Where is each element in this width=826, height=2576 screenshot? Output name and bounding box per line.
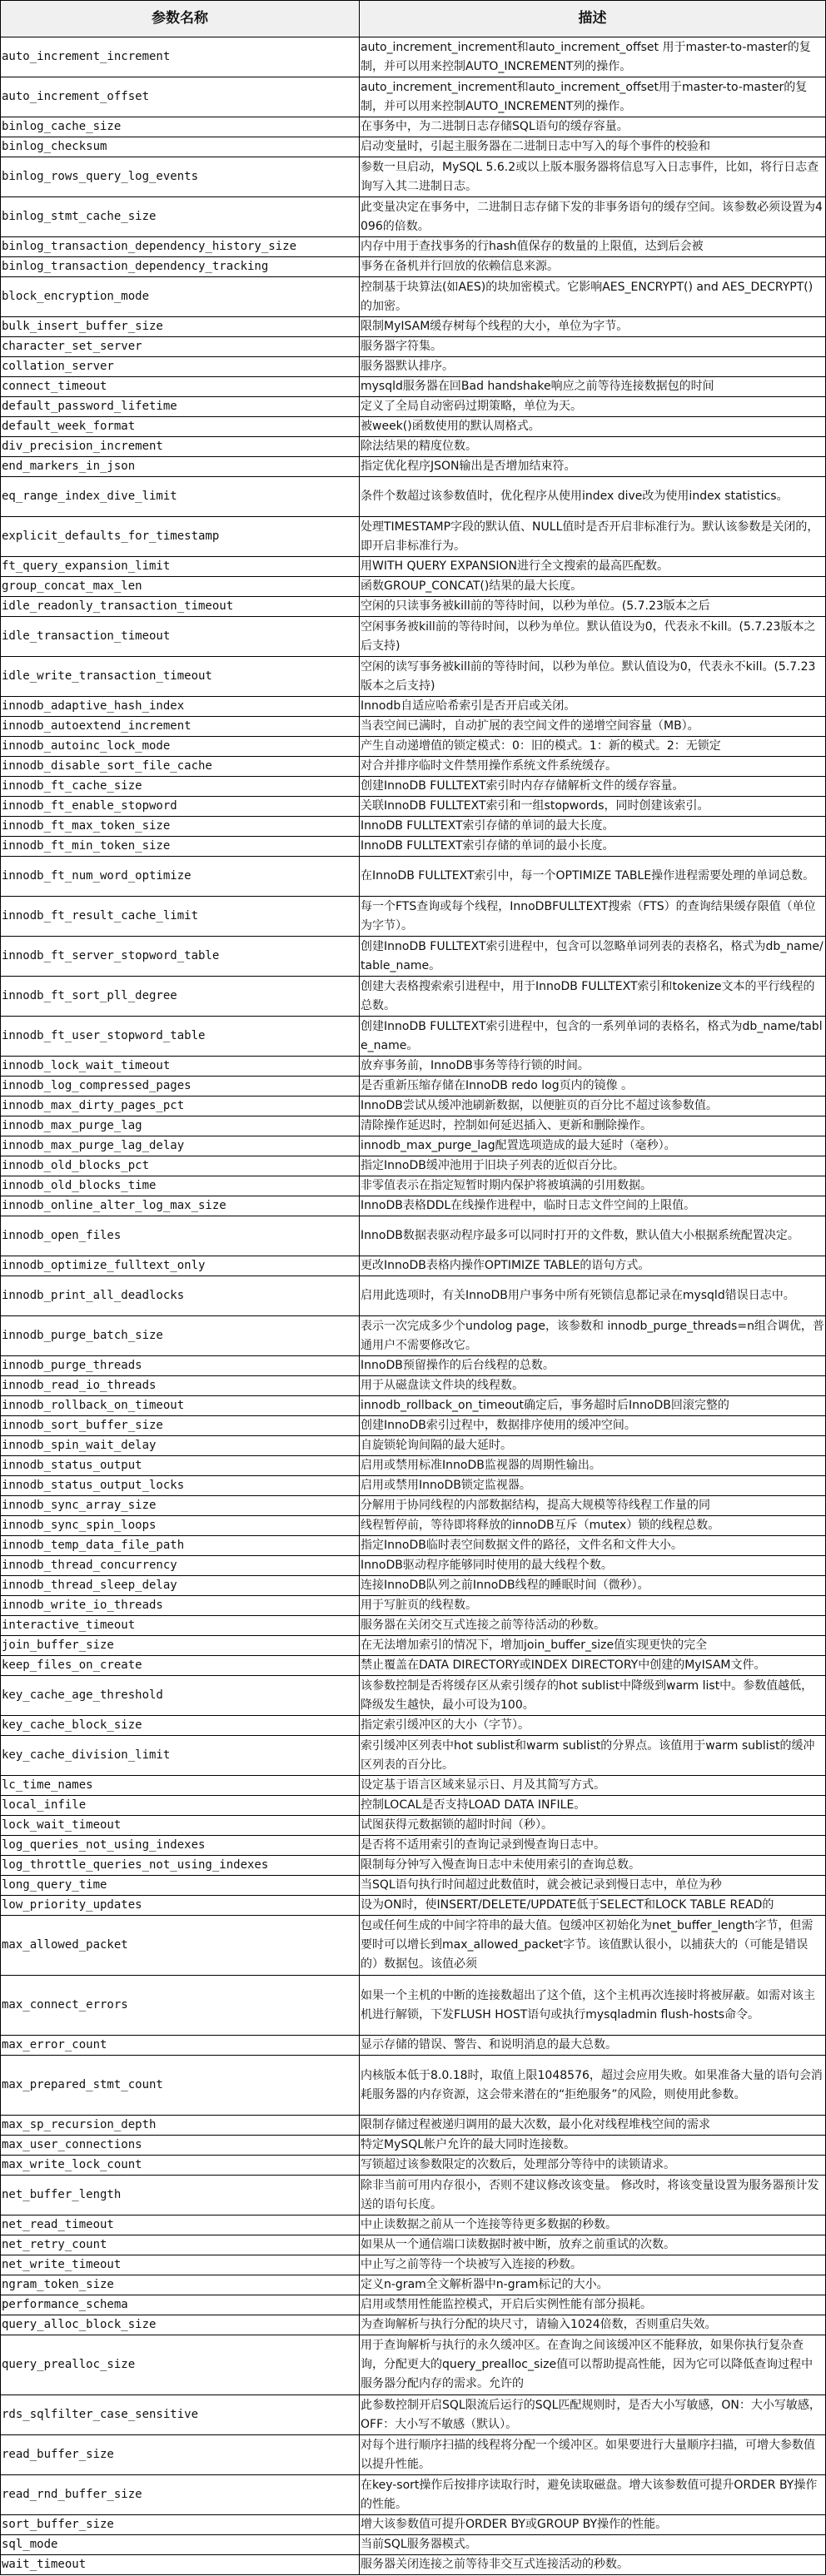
parameter-description: 放弃事务前，InnoDB事务等待行锁的时间。 <box>360 1057 826 1077</box>
parameter-description: 关联InnoDB FULLTEXT索引和一组stopwords，同时创建该索引。 <box>360 797 826 817</box>
parameter-name: innodb_purge_threads <box>1 1356 360 1376</box>
parameter-description: InnoDB尝试从缓冲池刷新数据，以便脏页的百分比不超过该参数值。 <box>360 1097 826 1116</box>
parameter-name: max_user_connections <box>1 2136 360 2156</box>
table-row <box>1 2275 826 2295</box>
parameter-name: innodb_max_purge_lag_delay <box>1 1136 360 1156</box>
parameter-description: 空闲事务被kill前的等待时间，以秒为单位。默认值设为0，代表永不kill。(5.7.23版本之后支持) <box>360 617 826 657</box>
parameter-description: 创建InnoDB索引过程中，数据排序使用的缓冲空间。 <box>360 1416 826 1436</box>
table-row <box>1 1616 826 1636</box>
parameter-description: 如果从一个通信端口读数据时被中断，放弃之前重试的次数。 <box>360 2235 826 2255</box>
parameter-description: InnoDB数据表驱动程序最多可以同时打开的文件数，默认值大小根据系统配置决定。 <box>360 1216 826 1256</box>
parameter-description: 指定InnoDB临时表空间数据文件的路径，文件名和文件大小。 <box>360 1536 826 1556</box>
header-row <box>1 1 826 37</box>
parameter-description: 条件个数超过该参数值时，优化程序从使用index dive改为使用index statistics。 <box>360 477 826 517</box>
column-header-description: 描述 <box>360 1 826 37</box>
table-row <box>1 137 826 157</box>
table-row <box>1 837 826 857</box>
parameter-name: max_sp_recursion_depth <box>1 2116 360 2136</box>
parameter-name: idle_write_transaction_timeout <box>1 657 360 697</box>
table-row <box>1 597 826 617</box>
parameter-description: 线程暂停前，等待即将释放的innoDB互斥（mutex）锁的线程总数。 <box>360 1516 826 1536</box>
parameter-name: innodb_status_output <box>1 1456 360 1476</box>
parameter-description: 中止写之前等待一个块被写入连接的秒数。 <box>360 2255 826 2275</box>
parameter-name: query_prealloc_size <box>1 2335 360 2395</box>
parameter-name: innodb_autoextend_increment <box>1 717 360 737</box>
table-row <box>1 1496 826 1516</box>
parameter-name: innodb_max_dirty_pages_pct <box>1 1097 360 1116</box>
parameter-description: 除法结果的精度位数。 <box>360 437 826 457</box>
parameter-name: performance_schema <box>1 2295 360 2315</box>
parameter-name: wait_timeout <box>1 2555 360 2575</box>
parameter-name: innodb_ft_num_word_optimize <box>1 857 360 897</box>
parameter-description: 此变量决定在事务中，二进制日志存储下发的非事务语句的缓存空间。该参数必须设置为4096的倍数。 <box>360 197 826 237</box>
parameter-name: innodb_ft_min_token_size <box>1 837 360 857</box>
table-row <box>1 2315 826 2335</box>
parameter-description: 如果一个主机的中断的连接数超出了这个值，这个主机再次连接时将被屏蔽。如需对该主机进行解锁，下发FLUSH HOST语句或执行mysqladmin flush-hosts命令。 <box>360 1976 826 2036</box>
table-row <box>1 777 826 797</box>
parameter-description: 当前SQL服务器模式。 <box>360 2535 826 2555</box>
parameter-name: net_retry_count <box>1 2235 360 2255</box>
parameter-name: innodb_max_purge_lag <box>1 1116 360 1136</box>
table-row <box>1 1077 826 1097</box>
parameter-description: 非零值表示在指定短暂时期内保护将被填满的引用数据。 <box>360 1176 826 1196</box>
parameter-name: innodb_optimize_fulltext_only <box>1 1256 360 1276</box>
parameter-description: 参数一旦启动，MySQL 5.6.2或以上版本服务器将信息写入日志事件，比如，将行日志查询写入其二进制日志。 <box>360 157 826 197</box>
table-row <box>1 2295 826 2315</box>
parameter-name: innodb_purge_batch_size <box>1 1316 360 1356</box>
parameter-description: innodb_rollback_on_timeout确定后，事务超时后InnoDB回滚完整的 <box>360 1396 826 1416</box>
parameter-name: group_concat_max_len <box>1 577 360 597</box>
parameter-description: 用于查询解析与执行的永久缓冲区。在查询之间该缓冲区不能释放，如果你执行复杂查询，分配更大的query_prealloc_size值可以帮助提高性能，因为它可以降低查询过程中服务器分配内存的需求。允许的 <box>360 2335 826 2395</box>
table-row <box>1 317 826 337</box>
parameter-description: 函数GROUP_CONCAT()结果的最大长度。 <box>360 577 826 597</box>
parameter-description: 设为ON时，使INSERT/DELETE/UPDATE低于SELECT和LOCK TABLE READ的 <box>360 1896 826 1916</box>
parameter-name: innodb_old_blocks_pct <box>1 1156 360 1176</box>
table-row <box>1 617 826 657</box>
parameter-description: 处理TIMESTAMP字段的默认值、NULL值时是否开启非标准行为。默认该参数是关闭的，即开启非标准行为。 <box>360 517 826 557</box>
parameter-name: innodb_ft_max_token_size <box>1 817 360 837</box>
table-row <box>1 397 826 417</box>
parameter-name: log_throttle_queries_not_using_indexes <box>1 1856 360 1876</box>
parameter-description: InnoDB预留操作的后台线程的总数。 <box>360 1356 826 1376</box>
table-row <box>1 2535 826 2555</box>
parameter-description: 除非当前可用内存很小，否则不建议修改该变量。 修改时，将该变量设置为服务器预计发送的语句长度。 <box>360 2176 826 2215</box>
parameter-name: binlog_stmt_cache_size <box>1 197 360 237</box>
parameter-description: InnoDB FULLTEXT索引存储的单词的最大长度。 <box>360 817 826 837</box>
parameter-description: 当SQL语句执行时间超过此数值时，就会被记录到慢日志中，单位为秒 <box>360 1876 826 1896</box>
table-row <box>1 1776 826 1796</box>
parameter-name: div_precision_increment <box>1 437 360 457</box>
parameter-name: innodb_adaptive_hash_index <box>1 697 360 717</box>
parameter-description: 用于从磁盘读文件块的线程数。 <box>360 1376 826 1396</box>
table-row <box>1 2156 826 2176</box>
parameter-description: mysqld服务器在回Bad handshake响应之前等待连接数据包的时间 <box>360 377 826 397</box>
table-row <box>1 1216 826 1256</box>
table-row <box>1 1836 826 1856</box>
table-row <box>1 2255 826 2275</box>
parameter-name: innodb_sync_spin_loops <box>1 1516 360 1536</box>
parameter-name: innodb_write_io_threads <box>1 1596 360 1616</box>
table-row <box>1 1876 826 1896</box>
table-row <box>1 1396 826 1416</box>
table-row <box>1 1176 826 1196</box>
parameter-name: innodb_online_alter_log_max_size <box>1 1196 360 1216</box>
parameter-name: innodb_thread_concurrency <box>1 1556 360 1576</box>
table-row <box>1 697 826 717</box>
parameter-description: 内核版本低于8.0.18时，取值上限1048576，超过会应用失败。如果准备大量的语句会消耗服务器的内存资源，这会带来潜在的“拒绝服务”的风险，则使用此参数。 <box>360 2056 826 2116</box>
parameter-description: 定义n-gram全文解析器中n-gram标记的大小。 <box>360 2275 826 2295</box>
parameter-name: block_encryption_mode <box>1 277 360 317</box>
table-row <box>1 657 826 697</box>
parameter-name: innodb_ft_cache_size <box>1 777 360 797</box>
parameter-name: read_buffer_size <box>1 2435 360 2475</box>
parameter-description: 启用或禁用InnoDB锁定监视器。 <box>360 1476 826 1496</box>
table-row <box>1 2056 826 2116</box>
table-row <box>1 757 826 777</box>
parameter-name: innodb_status_output_locks <box>1 1476 360 1496</box>
parameter-description: 指定索引缓冲区的大小（字节）。 <box>360 1716 826 1736</box>
table-row <box>1 1636 826 1656</box>
table-row <box>1 1057 826 1077</box>
parameter-description: 每一个FTS查询或每个线程，InnoDBFULLTEXT搜索（FTS）的查询结果缓存限值（单位为字节）。 <box>360 897 826 937</box>
table-row <box>1 2515 826 2535</box>
parameter-name: key_cache_age_threshold <box>1 1676 360 1716</box>
table-row <box>1 1916 826 1976</box>
table-row <box>1 1416 826 1436</box>
parameter-description: 分解用于协同线程的内部数据结构，提高大规模等待线程工作量的同 <box>360 1496 826 1516</box>
parameter-description: 显示存储的错误、警告、和说明消息的最大总数。 <box>360 2036 826 2056</box>
parameter-name: keep_files_on_create <box>1 1656 360 1676</box>
parameter-name: innodb_ft_sort_pll_degree <box>1 977 360 1017</box>
parameter-description: 内存中用于查找事务的行hash值保存的数量的上限值，达到后会被 <box>360 237 826 257</box>
table-row <box>1 897 826 937</box>
parameter-name: idle_transaction_timeout <box>1 617 360 657</box>
parameter-name: innodb_ft_user_stopword_table <box>1 1017 360 1057</box>
parameter-description: 对合并排序临时文件禁用操作系统文件系统缓存。 <box>360 757 826 777</box>
parameter-name: max_error_count <box>1 2036 360 2056</box>
table-row <box>1 817 826 837</box>
parameter-name: innodb_old_blocks_time <box>1 1176 360 1196</box>
table-row <box>1 2395 826 2435</box>
table-row <box>1 937 826 977</box>
parameter-name: binlog_checksum <box>1 137 360 157</box>
parameter-description: 此参数控制开启SQL限流后运行的SQL匹配规则时，是否大小写敏感，ON：大小写敏感，OFF：大小写不敏感（默认）。 <box>360 2395 826 2435</box>
parameter-name: key_cache_block_size <box>1 1716 360 1736</box>
parameter-description: 特定MySQL帐户允许的最大同时连接数。 <box>360 2136 826 2156</box>
parameter-description: 启用或禁用性能监控模式，开启后实例性能有部分损耗。 <box>360 2295 826 2315</box>
table-row <box>1 1456 826 1476</box>
table-row <box>1 2136 826 2156</box>
table-row <box>1 1856 826 1876</box>
parameter-description: 在InnoDB FULLTEXT索引中，每一个OPTIMIZE TABLE操作进程需要处理的单词总数。 <box>360 857 826 897</box>
parameter-name: default_week_format <box>1 417 360 437</box>
parameter-description: 限制每分钟写入慢查询日志中未使用索引的查询总数。 <box>360 1856 826 1876</box>
table-row <box>1 457 826 477</box>
parameter-description: 当表空间已满时，自动扩展的表空间文件的递增空间容量（MB）。 <box>360 717 826 737</box>
parameter-name: innodb_sort_buffer_size <box>1 1416 360 1436</box>
table-row <box>1 2176 826 2215</box>
parameter-name: join_buffer_size <box>1 1636 360 1656</box>
table-row <box>1 1156 826 1176</box>
table-row <box>1 1196 826 1216</box>
parameter-name: auto_increment_offset <box>1 77 360 117</box>
parameter-description: 用WITH QUERY EXPANSION进行全文搜索的最高匹配数。 <box>360 557 826 577</box>
parameter-name: lock_wait_timeout <box>1 1816 360 1836</box>
table-row <box>1 1136 826 1156</box>
parameter-description: 对每个进行顺序扫描的线程将分配一个缓冲区。如果要进行大量顺序扫描，可增大参数值以提升性能。 <box>360 2435 826 2475</box>
table-row <box>1 1436 826 1456</box>
parameter-name: net_write_timeout <box>1 2255 360 2275</box>
parameter-name: key_cache_division_limit <box>1 1736 360 1776</box>
parameter-name: innodb_rollback_on_timeout <box>1 1396 360 1416</box>
table-row <box>1 257 826 277</box>
table-row <box>1 377 826 397</box>
table-row <box>1 157 826 197</box>
parameter-name: innodb_spin_wait_delay <box>1 1436 360 1456</box>
parameter-name: default_password_lifetime <box>1 397 360 417</box>
parameter-name: bulk_insert_buffer_size <box>1 317 360 337</box>
parameter-description: 增大该参数值可提升ORDER BY或GROUP BY操作的性能。 <box>360 2515 826 2535</box>
parameter-description: 包或任何生成的中间字符串的最大值。包缓冲区初始化为net_buffer_length字节，但需要时可以增长到max_allowed_packet字节。该值默认很小，以捕获大的（可能是错误的）数据包。该值必须 <box>360 1916 826 1976</box>
parameter-description: 限制存储过程被递归调用的最大次数，最小化对线程堆栈空间的需求 <box>360 2116 826 2136</box>
parameter-name: innodb_thread_sleep_delay <box>1 1576 360 1596</box>
table-row <box>1 1576 826 1596</box>
parameter-name: local_infile <box>1 1796 360 1816</box>
parameter-description: 创建InnoDB FULLTEXT索引时内存存储解析文件的缓存容量。 <box>360 777 826 797</box>
table-row <box>1 1017 826 1057</box>
table-row <box>1 1976 826 2036</box>
parameter-name: binlog_cache_size <box>1 117 360 137</box>
parameter-description: 产生自动递增值的锁定模式：0：旧的模式。1：新的模式。2：无锁定 <box>360 737 826 757</box>
parameter-description: 在key-sort操作后按排序读取行时，避免读取磁盘。增大该参数值可提升ORDER BY操作的性能。 <box>360 2475 826 2515</box>
table-row <box>1 1516 826 1536</box>
parameter-description: 服务器字符集。 <box>360 337 826 357</box>
parameter-description: 创建InnoDB FULLTEXT索引进程中，包含可以忽略单词列表的表格名，格式为db_name/table_name。 <box>360 937 826 977</box>
parameter-name: max_connect_errors <box>1 1976 360 2036</box>
parameter-description: 事务在备机并行回放的依赖信息来源。 <box>360 257 826 277</box>
table-row <box>1 357 826 377</box>
parameter-name: innodb_autoinc_lock_mode <box>1 737 360 757</box>
parameter-description: InnoDB FULLTEXT索引存储的单词的最小长度。 <box>360 837 826 857</box>
table-row <box>1 1256 826 1276</box>
parameter-description: 是否重新压缩存储在InnoDB redo log页内的镜像 。 <box>360 1077 826 1097</box>
table-row <box>1 237 826 257</box>
parameter-description: 定义了全局自动密码过期策略，单位为天。 <box>360 397 826 417</box>
table-row <box>1 197 826 237</box>
parameter-name: innodb_temp_data_file_path <box>1 1536 360 1556</box>
table-row <box>1 117 826 137</box>
parameter-description: 控制LOCAL是否支持LOAD DATA INFILE。 <box>360 1796 826 1816</box>
parameter-name: innodb_log_compressed_pages <box>1 1077 360 1097</box>
parameter-description: 自旋锁轮询间隔的最大延时。 <box>360 1436 826 1456</box>
parameter-description: InnoDB驱动程序能够同时使用的最大线程个数。 <box>360 1556 826 1576</box>
table-row <box>1 1356 826 1376</box>
table-row <box>1 2235 826 2255</box>
parameter-name: sql_mode <box>1 2535 360 2555</box>
table-row <box>1 1656 826 1676</box>
parameter-description: 禁止覆盖在DATA DIRECTORY或INDEX DIRECTORY中创建的MyISAM文件。 <box>360 1656 826 1676</box>
parameter-name: innodb_ft_enable_stopword <box>1 797 360 817</box>
table-row <box>1 2116 826 2136</box>
table-row <box>1 517 826 557</box>
table-row <box>1 417 826 437</box>
parameter-description: 指定InnoDB缓冲池用于旧块子列表的近似百分比。 <box>360 1156 826 1176</box>
parameter-description: 指定优化程序JSON输出是否增加结束符。 <box>360 457 826 477</box>
parameter-name: sort_buffer_size <box>1 2515 360 2535</box>
table-row <box>1 1276 826 1316</box>
parameter-name: rds_sqlfilter_case_sensitive <box>1 2395 360 2435</box>
parameter-name: connect_timeout <box>1 377 360 397</box>
table-row <box>1 717 826 737</box>
table-row <box>1 737 826 757</box>
parameter-description: auto_increment_increment和auto_increment_offset 用于master-to-master的复制，并可以用来控制AUTO_INCREMENT列的操作。 <box>360 37 826 77</box>
table-row <box>1 1316 826 1356</box>
table-row <box>1 37 826 77</box>
parameter-name: ft_query_expansion_limit <box>1 557 360 577</box>
table-row <box>1 77 826 117</box>
table-row <box>1 577 826 597</box>
parameter-description: 更改InnoDB表格内操作OPTIMIZE TABLE的语句方式。 <box>360 1256 826 1276</box>
parameter-description: 创建InnoDB FULLTEXT索引进程中，包含的一系列单词的表格名，格式为db_name/table_name。 <box>360 1017 826 1057</box>
parameter-description: 启用此选项时，有关InnoDB用户事务中所有死锁信息都记录在mysqld错误日志中。 <box>360 1276 826 1316</box>
parameter-name: end_markers_in_json <box>1 457 360 477</box>
table-row <box>1 1536 826 1556</box>
parameter-description: 为查询解析与执行分配的块尺寸，请输入1024倍数，否则重启失效。 <box>360 2315 826 2335</box>
parameter-name: eq_range_index_dive_limit <box>1 477 360 517</box>
parameter-name: net_read_timeout <box>1 2215 360 2235</box>
parameter-description: 中止读数据之前从一个连接等待更多数据的秒数。 <box>360 2215 826 2235</box>
table-row <box>1 337 826 357</box>
table-row <box>1 2215 826 2235</box>
parameter-description: 服务器在关闭交互式连接之前等待活动的秒数。 <box>360 1616 826 1636</box>
parameter-name: low_priority_updates <box>1 1896 360 1916</box>
parameter-name: binlog_transaction_dependency_tracking <box>1 257 360 277</box>
table-row <box>1 1476 826 1496</box>
parameter-name: auto_increment_increment <box>1 37 360 77</box>
parameter-name: innodb_ft_result_cache_limit <box>1 897 360 937</box>
parameter-name: max_write_lock_count <box>1 2156 360 2176</box>
table-row <box>1 1116 826 1136</box>
parameter-name: explicit_defaults_for_timestamp <box>1 517 360 557</box>
parameter-name: query_alloc_block_size <box>1 2315 360 2335</box>
table-row <box>1 557 826 577</box>
parameter-name: binlog_rows_query_log_events <box>1 157 360 197</box>
table-row <box>1 1676 826 1716</box>
parameter-description: 清除操作延迟时，控制如何延迟插入、更新和删除操作。 <box>360 1116 826 1136</box>
table-row <box>1 437 826 457</box>
parameter-name: lc_time_names <box>1 1776 360 1796</box>
parameter-description: 限制MyISAM缓存树每个线程的大小，单位为字节。 <box>360 317 826 337</box>
parameter-description: 设定基于语言区域来显示日、月及其简写方式。 <box>360 1776 826 1796</box>
parameter-description: 连接InnoDB队列之前InnoDB线程的睡眠时间（微秒）。 <box>360 1576 826 1596</box>
parameter-description: Innodb自适应哈希索引是否开启或关闭。 <box>360 697 826 717</box>
parameter-name: log_queries_not_using_indexes <box>1 1836 360 1856</box>
parameter-description: 启用或禁用标准InnoDB监视器的周期性输出。 <box>360 1456 826 1476</box>
parameter-description: InnoDB表格DDL在线操作进程中，临时日志文件空间的上限值。 <box>360 1196 826 1216</box>
table-row <box>1 1097 826 1116</box>
parameter-description: 用于写脏页的线程数。 <box>360 1596 826 1616</box>
parameter-description: 索引缓冲区列表中hot sublist和warm sublist的分界点。该值用于warm sublist的缓冲区列表的百分比。 <box>360 1736 826 1776</box>
parameter-description: 在事务中，为二进制日志存储SQL语句的缓存容量。 <box>360 117 826 137</box>
parameter-description: 控制基于块算法(如AES)的块加密模式。它影响AES_ENCRYPT() and AES_DECRYPT()的加密。 <box>360 277 826 317</box>
table-row <box>1 1556 826 1576</box>
parameter-name: innodb_disable_sort_file_cache <box>1 757 360 777</box>
parameter-name: innodb_ft_server_stopword_table <box>1 937 360 977</box>
table-row <box>1 1816 826 1836</box>
parameter-name: innodb_sync_array_size <box>1 1496 360 1516</box>
parameter-description: 试图获得元数据锁的超时时间（秒）。 <box>360 1816 826 1836</box>
table-row <box>1 477 826 517</box>
parameter-name: ngram_token_size <box>1 2275 360 2295</box>
parameter-description: 创建大表格搜索索引进程中，用于InnoDB FULLTEXT索引和tokenize文本的平行线程的总数。 <box>360 977 826 1017</box>
parameter-name: max_prepared_stmt_count <box>1 2056 360 2116</box>
table-row <box>1 2555 826 2575</box>
parameter-name: read_rnd_buffer_size <box>1 2475 360 2515</box>
parameter-name: idle_readonly_transaction_timeout <box>1 597 360 617</box>
parameter-description: 空闲的读写事务被kill前的等待时间，以秒为单位。默认值设为0，代表永不kill。(5.7.23版本之后支持) <box>360 657 826 697</box>
parameter-description: 服务器默认排序。 <box>360 357 826 377</box>
parameter-name: net_buffer_length <box>1 2176 360 2215</box>
table-row <box>1 1376 826 1396</box>
parameter-name: collation_server <box>1 357 360 377</box>
parameter-name: binlog_transaction_dependency_history_size <box>1 237 360 257</box>
table-row <box>1 277 826 317</box>
parameter-name: max_allowed_packet <box>1 1916 360 1976</box>
parameter-description: 该参数控制是否将缓存区从索引缓存的hot sublist中降级到warm list中。参数值越低，降级发生越快，最小可设为100。 <box>360 1676 826 1716</box>
table-row <box>1 2036 826 2056</box>
table-row <box>1 797 826 817</box>
table-row <box>1 1736 826 1776</box>
table-row <box>1 857 826 897</box>
parameter-name: innodb_lock_wait_timeout <box>1 1057 360 1077</box>
table-row <box>1 1796 826 1816</box>
parameter-name: character_set_server <box>1 337 360 357</box>
table-row <box>1 1716 826 1736</box>
table-row <box>1 2435 826 2475</box>
parameter-name: interactive_timeout <box>1 1616 360 1636</box>
parameter-name: long_query_time <box>1 1876 360 1896</box>
table-row <box>1 977 826 1017</box>
parameter-description: 空闲的只读事务被kill前的等待时间，以秒为单位。(5.7.23版本之后 <box>360 597 826 617</box>
parameter-description: innodb_max_purge_lag配置选项造成的最大延时（毫秒）。 <box>360 1136 826 1156</box>
parameter-description: 是否将不适用索引的查询记录到慢查询日志中。 <box>360 1836 826 1856</box>
parameter-description: 服务器关闭连接之前等待非交互式连接活动的秒数。 <box>360 2555 826 2575</box>
column-header-name: 参数名称 <box>1 1 360 37</box>
parameter-name: innodb_open_files <box>1 1216 360 1256</box>
table-row <box>1 1596 826 1616</box>
table-body <box>1 37 826 2575</box>
parameter-name: innodb_print_all_deadlocks <box>1 1276 360 1316</box>
parameter-description: 被week()函数使用的默认周格式。 <box>360 417 826 437</box>
parameter-name: innodb_read_io_threads <box>1 1376 360 1396</box>
parameter-description: auto_increment_increment和auto_increment_offset用于master-to-master的复制，并可以用来控制AUTO_INCREMENT列的操作。 <box>360 77 826 117</box>
table-row <box>1 2475 826 2515</box>
parameter-description: 在无法增加索引的情况下，增加join_buffer_size值实现更快的完全 <box>360 1636 826 1656</box>
parameter-description: 启动变量时，引起主服务器在二进制日志中写入的每个事件的校验和 <box>360 137 826 157</box>
parameter-description: 写锁超过该参数限定的次数后，处理部分等待中的读锁请求。 <box>360 2156 826 2176</box>
parameter-description: 表示一次完成多少个undolog page，该参数和 innodb_purge_threads=n组合调优，普通用户不需要修改它。 <box>360 1316 826 1356</box>
table-row <box>1 1896 826 1916</box>
table-row <box>1 2335 826 2395</box>
